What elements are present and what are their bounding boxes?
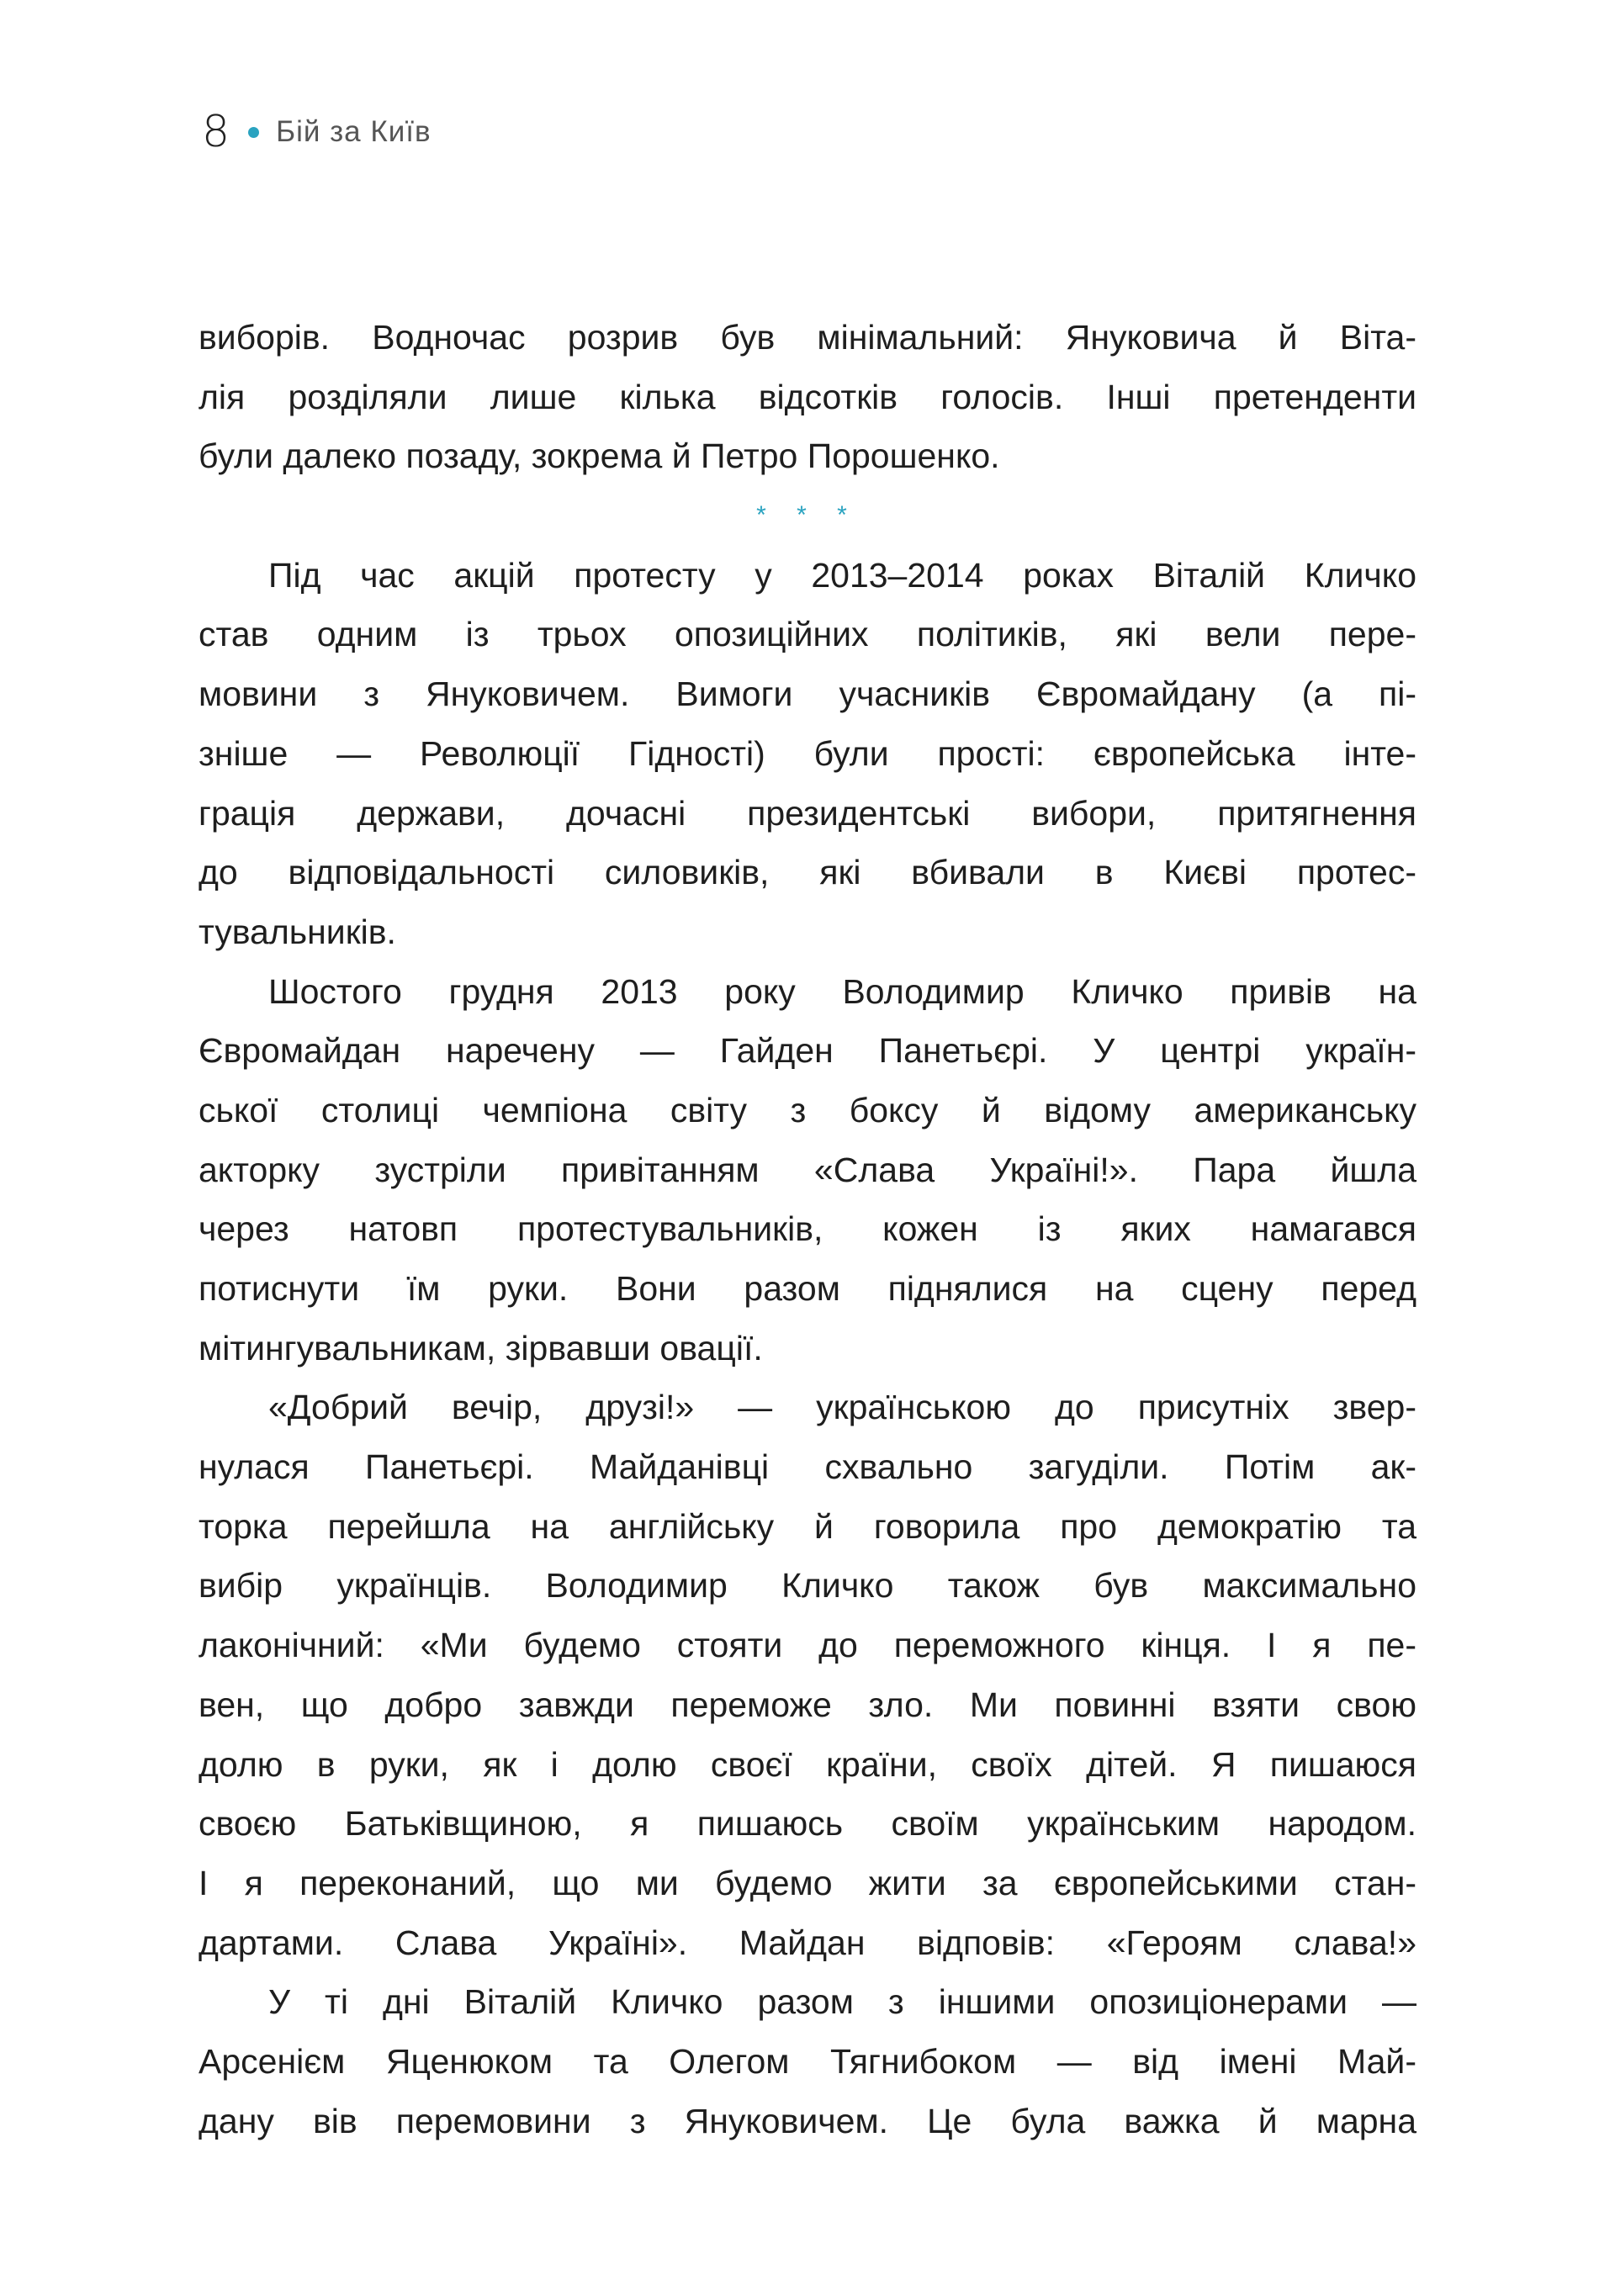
text-line: мовини з Януковичем. Вимоги учасників Євромайдану (а пі-	[199, 675, 1416, 714]
text-line: дану вів перемовини з Януковичем. Це була важка й марна	[199, 2101, 1416, 2140]
text-line: потиснути їм руки. Вони разом піднялися на сцену перед	[199, 1269, 1416, 1308]
text-line: У ті дні Віталій Кличко разом з іншими опозиціонерами —	[268, 1982, 1416, 2022]
text-line: були далеко позаду, зокрема й Петро Порошенко.	[199, 436, 1000, 476]
text-line: до відповідальності силовиків, які вбивали в Києві протес-	[199, 853, 1416, 892]
text-line: став одним із трьох опозиційних політиків, які вели пере-	[199, 615, 1416, 654]
text-line: Під час акцій протесту у 2013–2014 роках Віталій Кличко	[268, 555, 1416, 595]
text-line: «Добрий вечір, друзі!» — українською до присутніх звер-	[268, 1388, 1416, 1427]
text-line: І я переконаний, що ми будемо жити за європейськими стан-	[199, 1863, 1416, 1902]
text-line: через натовп протестувальників, кожен із яких намагався	[199, 1209, 1416, 1249]
text-line: своєю Батьківщиною, я пишаюсь своїм українським народом.	[199, 1804, 1416, 1844]
text-line: виборів. Водночас розрив був мінімальний: Януковича й Віта-	[199, 318, 1416, 357]
running-header	[202, 103, 432, 161]
text-line: лаконічний: «Ми будемо стояти до переможного кінця. І я пе-	[199, 1626, 1416, 1665]
text-line: долю в руки, як і долю своєї країни, своїх дітей. Я пишаюся	[199, 1744, 1416, 1784]
running-title: Бій за Київ	[276, 115, 432, 148]
page-body-text	[199, 308, 1416, 2151]
text-line: вен, що добро завжди переможе зло. Ми повинні взяти свою	[199, 1685, 1416, 1724]
text-line: ської столиці чемпіона світу з боксу й відому американську	[199, 1090, 1416, 1129]
text-line: вибір українців. Володимир Кличко також був максимально	[199, 1566, 1416, 1606]
section-separator-asterisks: * * *	[756, 501, 859, 530]
text-line: Арсенієм Яценюком та Олегом Тягнибоком — від імені Май-	[199, 2041, 1416, 2081]
text-line: Шостого грудня 2013 року Володимир Кличко привів на	[268, 971, 1416, 1011]
text-line: тувальників.	[199, 912, 396, 951]
text-line: лія розділяли лише кілька відсотків голосів. Інші претенденти	[199, 377, 1416, 416]
text-line: акторку зустріли привітанням «Слава Україні!». Пара йшла	[199, 1150, 1416, 1189]
text-line: Євромайдан наречену — Гайден Панетьєрі. У центрі україн-	[199, 1031, 1416, 1071]
text-line: дартами. Слава Україні». Майдан відповів: «Героям слава!»	[199, 1923, 1416, 1962]
page-number: 8	[202, 107, 230, 157]
bullet-dot-icon	[248, 127, 259, 138]
text-line: зніше — Революції Гідності) були прості: європейська інте-	[199, 733, 1416, 773]
text-line: нулася Панетьєрі. Майданівці схвально загуділи. Потім ак-	[199, 1447, 1416, 1487]
text-line: мітингувальникам, зірвавши овації.	[199, 1328, 763, 1368]
text-line: торка перейшла на англійську й говорила про демократію та	[199, 1506, 1416, 1546]
text-line: грація держави, дочасні президентські вибори, притягнення	[199, 793, 1416, 833]
